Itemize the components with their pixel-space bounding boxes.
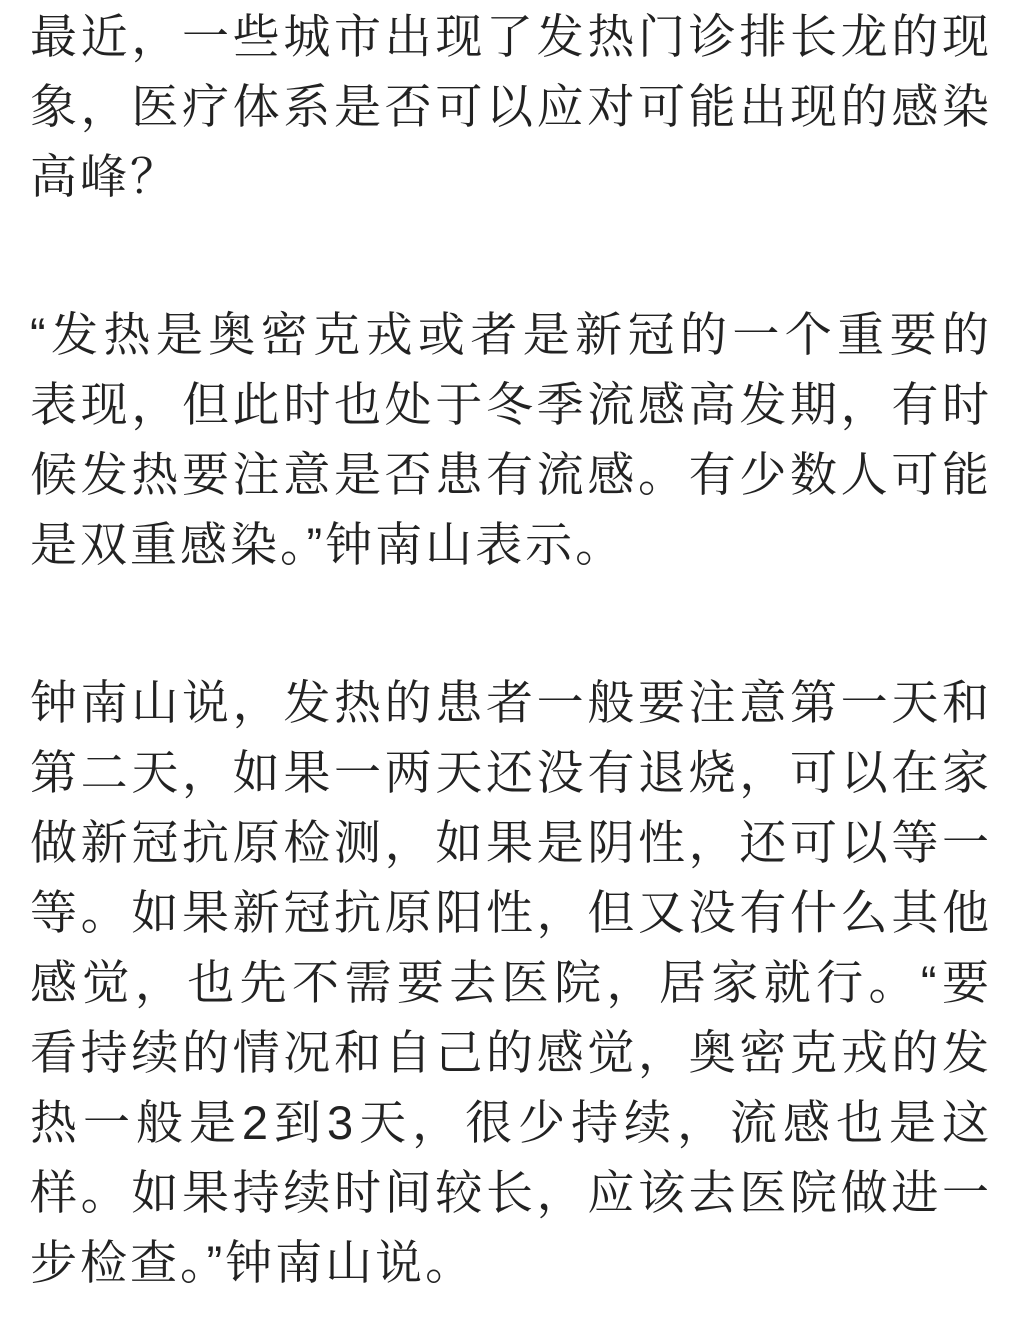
- article-paragraph-fever-clinic-question: 最近，一些城市出现了发热门诊排长龙的现象，医疗体系是否可以应对可能出现的感染高峰？: [30, 10, 992, 203]
- article-paragraph-fever-advice: 钟南山说，发热的患者一般要注意第一天和第二天，如果一两天还没有退烧，可以在家做新冠抗原检测，如果是阴性，还可以等一等。如果新冠抗原阳性，但又没有什么其他感觉，也先不需要去医院，居家就行。“要看持续的情况和自己的感觉，奥密克戎的发热一般是2到3天，很少持续，流感也是这样。如果持续时间较长，应该去医院做进一步检查。”钟南山说。: [30, 676, 992, 1289]
- article-paragraph-zhongnanshan-quote: “发热是奥密克戎或者是新冠的一个重要的表现，但此时也处于冬季流感高发期，有时候发热要注意是否患有流感。有少数人可能是双重感染。”钟南山表示。: [30, 308, 992, 571]
